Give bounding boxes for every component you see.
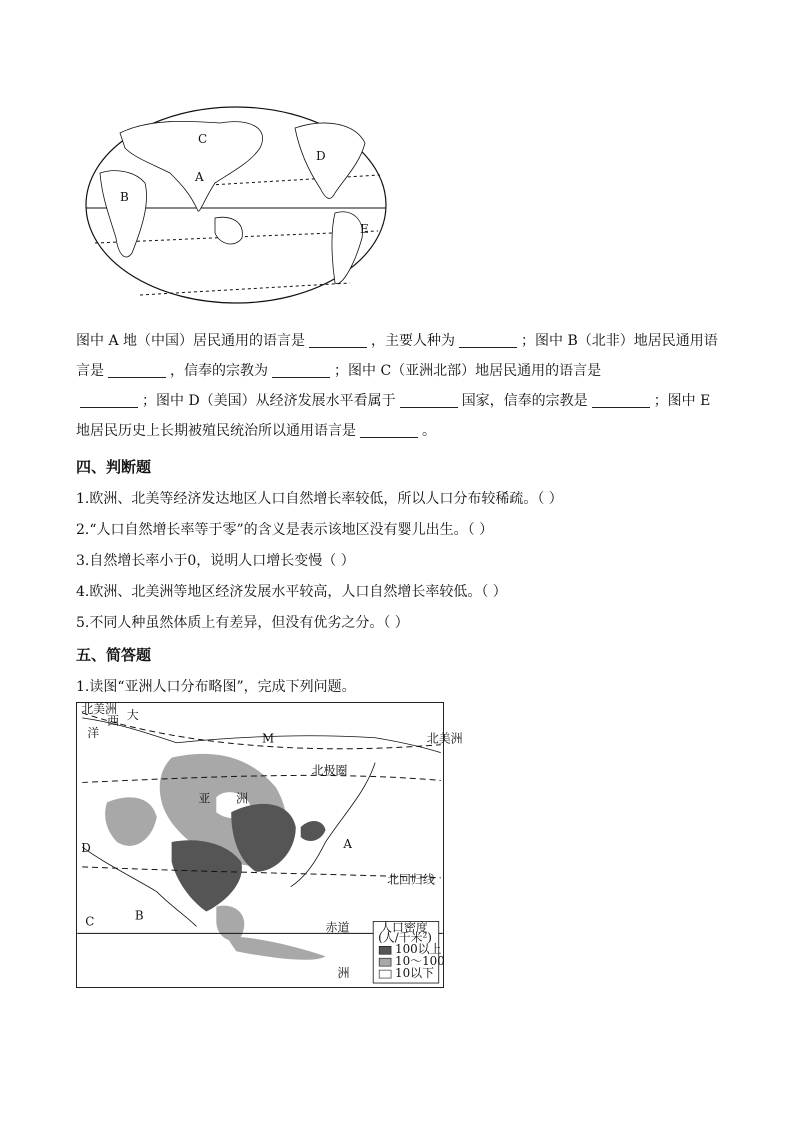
map-label-a: A [195,170,204,184]
fill-question [76,326,726,446]
label-c: C [85,914,95,929]
question-text: ，信奉的宗教为 [170,363,268,379]
label-d: D [81,840,91,855]
answer-blank[interactable] [80,391,138,408]
map-label-e: E [360,222,369,236]
answer-blank[interactable] [309,331,367,348]
section-title-short-answer: 五、简答题 [76,646,152,664]
label-australia: 洲 [337,966,350,981]
label-equator: 赤道 [325,920,350,935]
label-m: M [261,731,275,746]
world-map [80,103,392,307]
label-a: A [343,836,353,851]
question-text: ；图中 E 地居民历史上长期被殖民统治所以通用语言是 [76,393,711,439]
answer-blank[interactable] [400,391,458,408]
label-b: B [134,908,144,923]
legend-label-mid: 10～100 [395,954,445,969]
map-label-d: D [316,149,326,163]
question-text: ；图中 C（亚洲北部）地居民通用的语言是 [334,363,602,379]
answer-blank[interactable] [592,391,650,408]
label-north-america-right: 北美洲 [426,731,463,746]
question-item: 1.欧洲、北美等经济发达地区人口自然增长率较低，所以人口分布较稀疏。（ ） [76,491,563,507]
question-text: ；图中 D（美国）从经济发展水平看属于 [142,393,396,409]
legend-swatch-high [379,946,391,954]
legend-title: 人口密度 [380,920,428,935]
map-label-b: B [120,190,129,204]
asia-population-map [76,701,463,988]
label-tropic: 北回归线 [387,872,435,887]
question-item: 3.自然增长率小于0，说明人口增长变慢（ ） [76,553,355,569]
question-item: 5.不同人种虽然体质上有差异，但没有优劣之分。（ ） [76,615,409,631]
question-text: 。 [422,423,436,439]
map-label-c: C [198,132,208,146]
question-item: 1.读图“亚洲人口分布略图”，完成下列问题。 [76,679,356,695]
question-item: 2.“人口自然增长率等于零”的含义是表示该地区没有婴儿出生。（ ） [76,522,494,538]
answer-blank[interactable] [108,361,166,378]
label-ya: 亚 [198,791,211,806]
label-yang: 洋 [87,725,100,740]
answer-blank[interactable] [459,331,517,348]
label-xi: 西 [107,713,119,728]
answer-blank[interactable] [272,361,330,378]
section-title-judgement: 四、判断题 [76,458,152,476]
legend-swatch-mid [379,958,391,966]
question-text: 国家，信奉的宗教是 [461,393,588,409]
legend-swatch-low [379,970,391,978]
answer-blank[interactable] [360,421,418,438]
label-arctic-circle: 北极圈 [311,763,348,778]
question-text: 图中 A 地（中国）居民通用的语言是 [76,333,306,349]
legend-label-high: 100以上 [395,942,442,957]
legend-label-low: 10以下 [395,966,435,981]
label-zhou: 洲 [236,791,249,806]
label-da: 大 [126,707,139,722]
question-text: ；图中 B（北非）地居民通用语言是 [76,333,718,379]
question-text: ，主要人种为 [371,333,456,349]
label-north-america-left: 北美洲 [81,701,117,716]
legend-unit: (人/千米²) [378,930,432,945]
question-item: 4.欧洲、北美洲等地区经济发展水平较高，人口自然增长率较低。（ ） [76,584,507,600]
